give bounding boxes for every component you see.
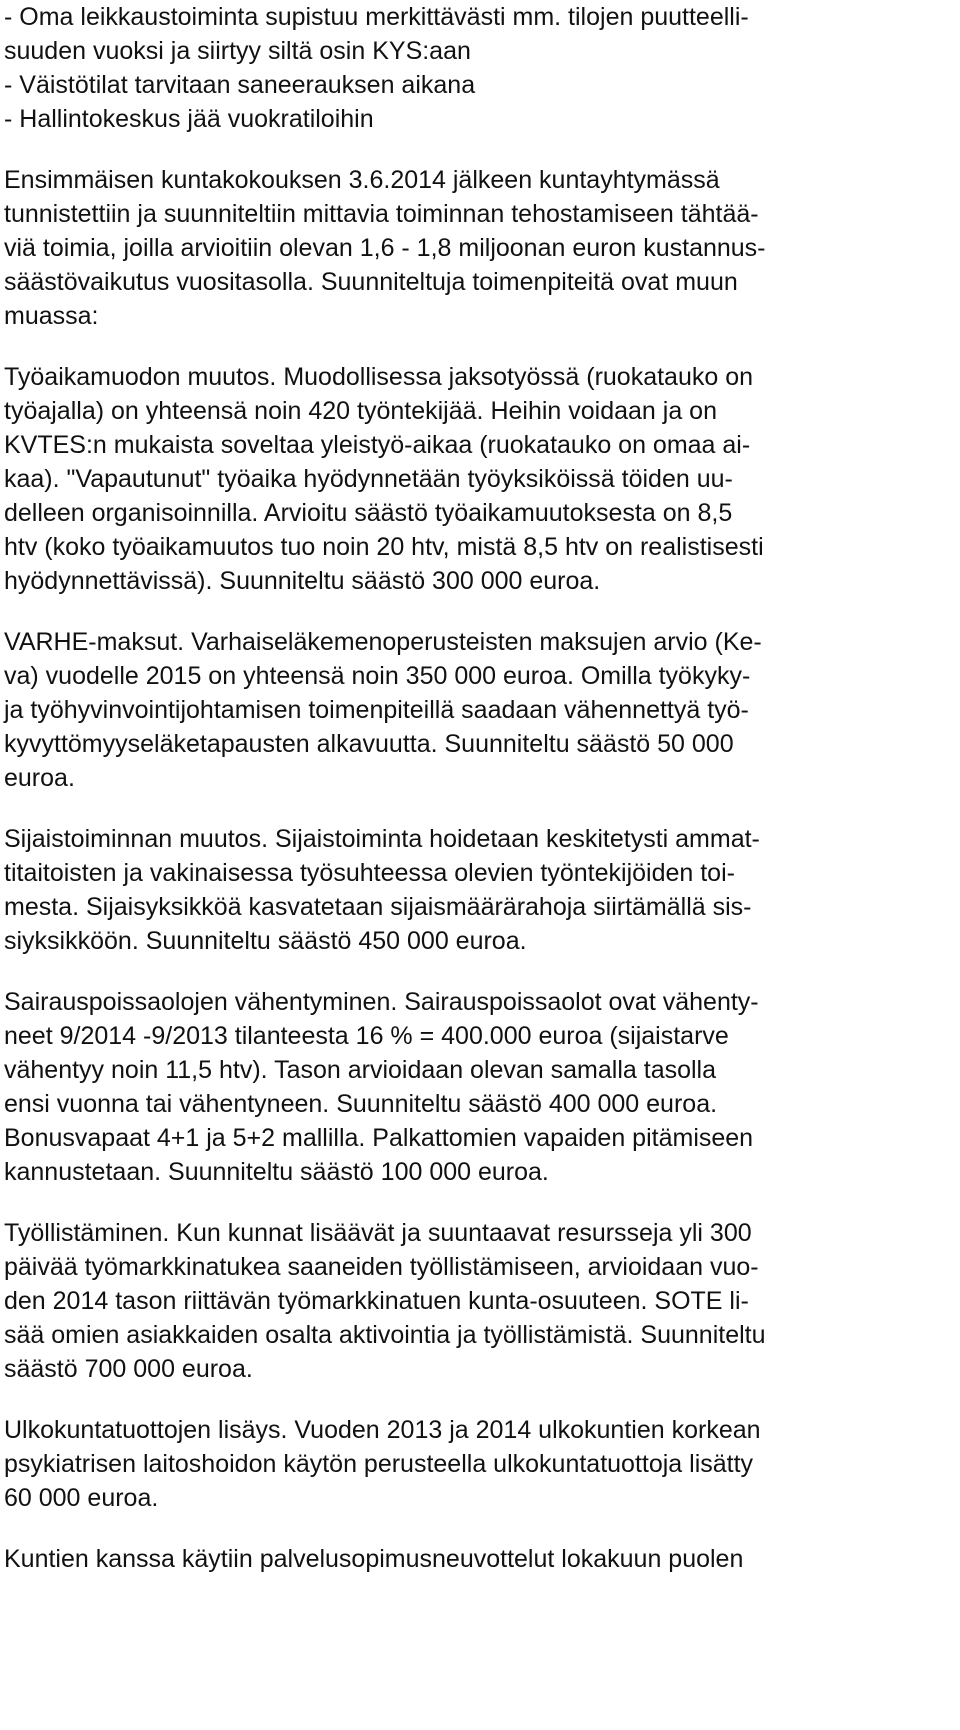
- text-line: suuden vuoksi ja siirtyy siltä osin KYS:aan: [4, 37, 471, 65]
- text-line: viä toimia, joilla arvioitiin olevan 1,6 - 1,8 miljoonan euron kustannus-: [4, 234, 766, 262]
- text-line: euroa.: [4, 764, 75, 792]
- text-line: tunnistettiin ja suunniteltiin mittavia toiminnan tehostamiseen tähtää-: [4, 200, 759, 228]
- text-line: muassa:: [4, 302, 99, 330]
- text-line: den 2014 tason riittävän työmarkkinatuen kunta-osuuteen. SOTE li-: [4, 1287, 749, 1315]
- text-line: KVTES:n mukaista soveltaa yleistyö-aikaa (ruokatauko on omaa ai-: [4, 431, 751, 459]
- text-line: ensi vuonna tai vähentyneen. Suunniteltu säästö 400 000 euroa.: [4, 1090, 718, 1118]
- text-line: Ulkokuntatuottojen lisäys. Vuoden 2013 ja 2014 ulkokuntien korkean: [4, 1416, 761, 1444]
- text-line: kyvyttömyyseläketapausten alkavuutta. Suunniteltu säästö 50 000: [4, 730, 734, 758]
- text-line: kaa). "Vapautunut" työaika hyödynnetään työyksiköissä töiden uu-: [4, 465, 733, 493]
- text-line: - Väistötilat tarvitaan saneerauksen aikana: [4, 71, 476, 99]
- text-line: säästövaikutus vuositasolla. Suunniteltuja toimenpiteitä ovat muun: [4, 268, 738, 296]
- text-line: Sairauspoissaolojen vähentyminen. Sairauspoissaolot ovat vähenty-: [4, 988, 759, 1016]
- text-line: työajalla) on yhteensä noin 420 työntekijää. Heihin voidaan ja on: [4, 397, 717, 425]
- text-line: Työaikamuodon muutos. Muodollisessa jaksotyössä (ruokatauko on: [4, 363, 754, 391]
- text-line: titaitoisten ja vakinaisessa työsuhteessa olevien työntekijöiden toi-: [4, 859, 735, 887]
- text-line: Työllistäminen. Kun kunnat lisäävät ja suuntaavat resursseja yli 300: [4, 1219, 752, 1247]
- text-line: psykiatrisen laitoshoidon käytön perusteella ulkokuntatuottoja lisätty: [4, 1450, 754, 1478]
- text-line: vähentyy noin 11,5 htv). Tason arvioidaan olevan samalla tasolla: [4, 1056, 717, 1084]
- text-line: va) vuodelle 2015 on yhteensä noin 350 000 euroa. Omilla työkyky-: [4, 662, 751, 690]
- text-line: - Hallintokeskus jää vuokratiloihin: [4, 105, 374, 133]
- text-line: Sijaistoiminnan muutos. Sijaistoiminta hoidetaan keskitetysti ammat-: [4, 825, 760, 853]
- text-line: VARHE-maksut. Varhaiseläkemenoperusteisten maksujen arvio (Ke-: [4, 628, 762, 656]
- text-line: hyödynnettävissä). Suunniteltu säästö 300 000 euroa.: [4, 567, 601, 595]
- text-line: htv (koko työaikamuutos tuo noin 20 htv, mistä 8,5 htv on realistisesti: [4, 533, 764, 561]
- text-line: siyksikköön. Suunniteltu säästö 450 000 euroa.: [4, 927, 527, 955]
- text-line: - Oma leikkaustoiminta supistuu merkittävästi mm. tilojen puutteelli-: [4, 3, 749, 31]
- text-line: Ensimmäisen kuntakokouksen 3.6.2014 jälkeen kuntayhtymässä: [4, 166, 720, 194]
- text-line: 60 000 euroa.: [4, 1484, 159, 1512]
- text-line: kannustetaan. Suunniteltu säästö 100 000 euroa.: [4, 1158, 549, 1186]
- text-line: Bonusvapaat 4+1 ja 5+2 mallilla. Palkattomien vapaiden pitämiseen: [4, 1124, 754, 1152]
- text-line: delleen organisoinnilla. Arvioitu säästö työaikamuutoksesta on 8,5: [4, 499, 733, 527]
- text-line: sää omien asiakkaiden osalta aktivointia ja työllistämistä. Suunniteltu: [4, 1321, 766, 1349]
- text-line: päivää työmarkkinatukea saaneiden työllistämiseen, arvioidaan vuo-: [4, 1253, 759, 1281]
- text-line: Kuntien kanssa käytiin palvelusopimusneuvottelut lokakuun puolen: [4, 1545, 744, 1573]
- text-line: säästö 700 000 euroa.: [4, 1355, 253, 1383]
- text-line: neet 9/2014 -9/2013 tilanteesta 16 % = 400.000 euroa (sijaistarve: [4, 1022, 729, 1050]
- text-line: mesta. Sijaisyksikköä kasvatetaan sijaismäärärahoja siirtämällä sis-: [4, 893, 752, 921]
- text-line: ja työhyvinvointijohtamisen toimenpiteillä saadaan vähennettyä työ-: [4, 696, 749, 724]
